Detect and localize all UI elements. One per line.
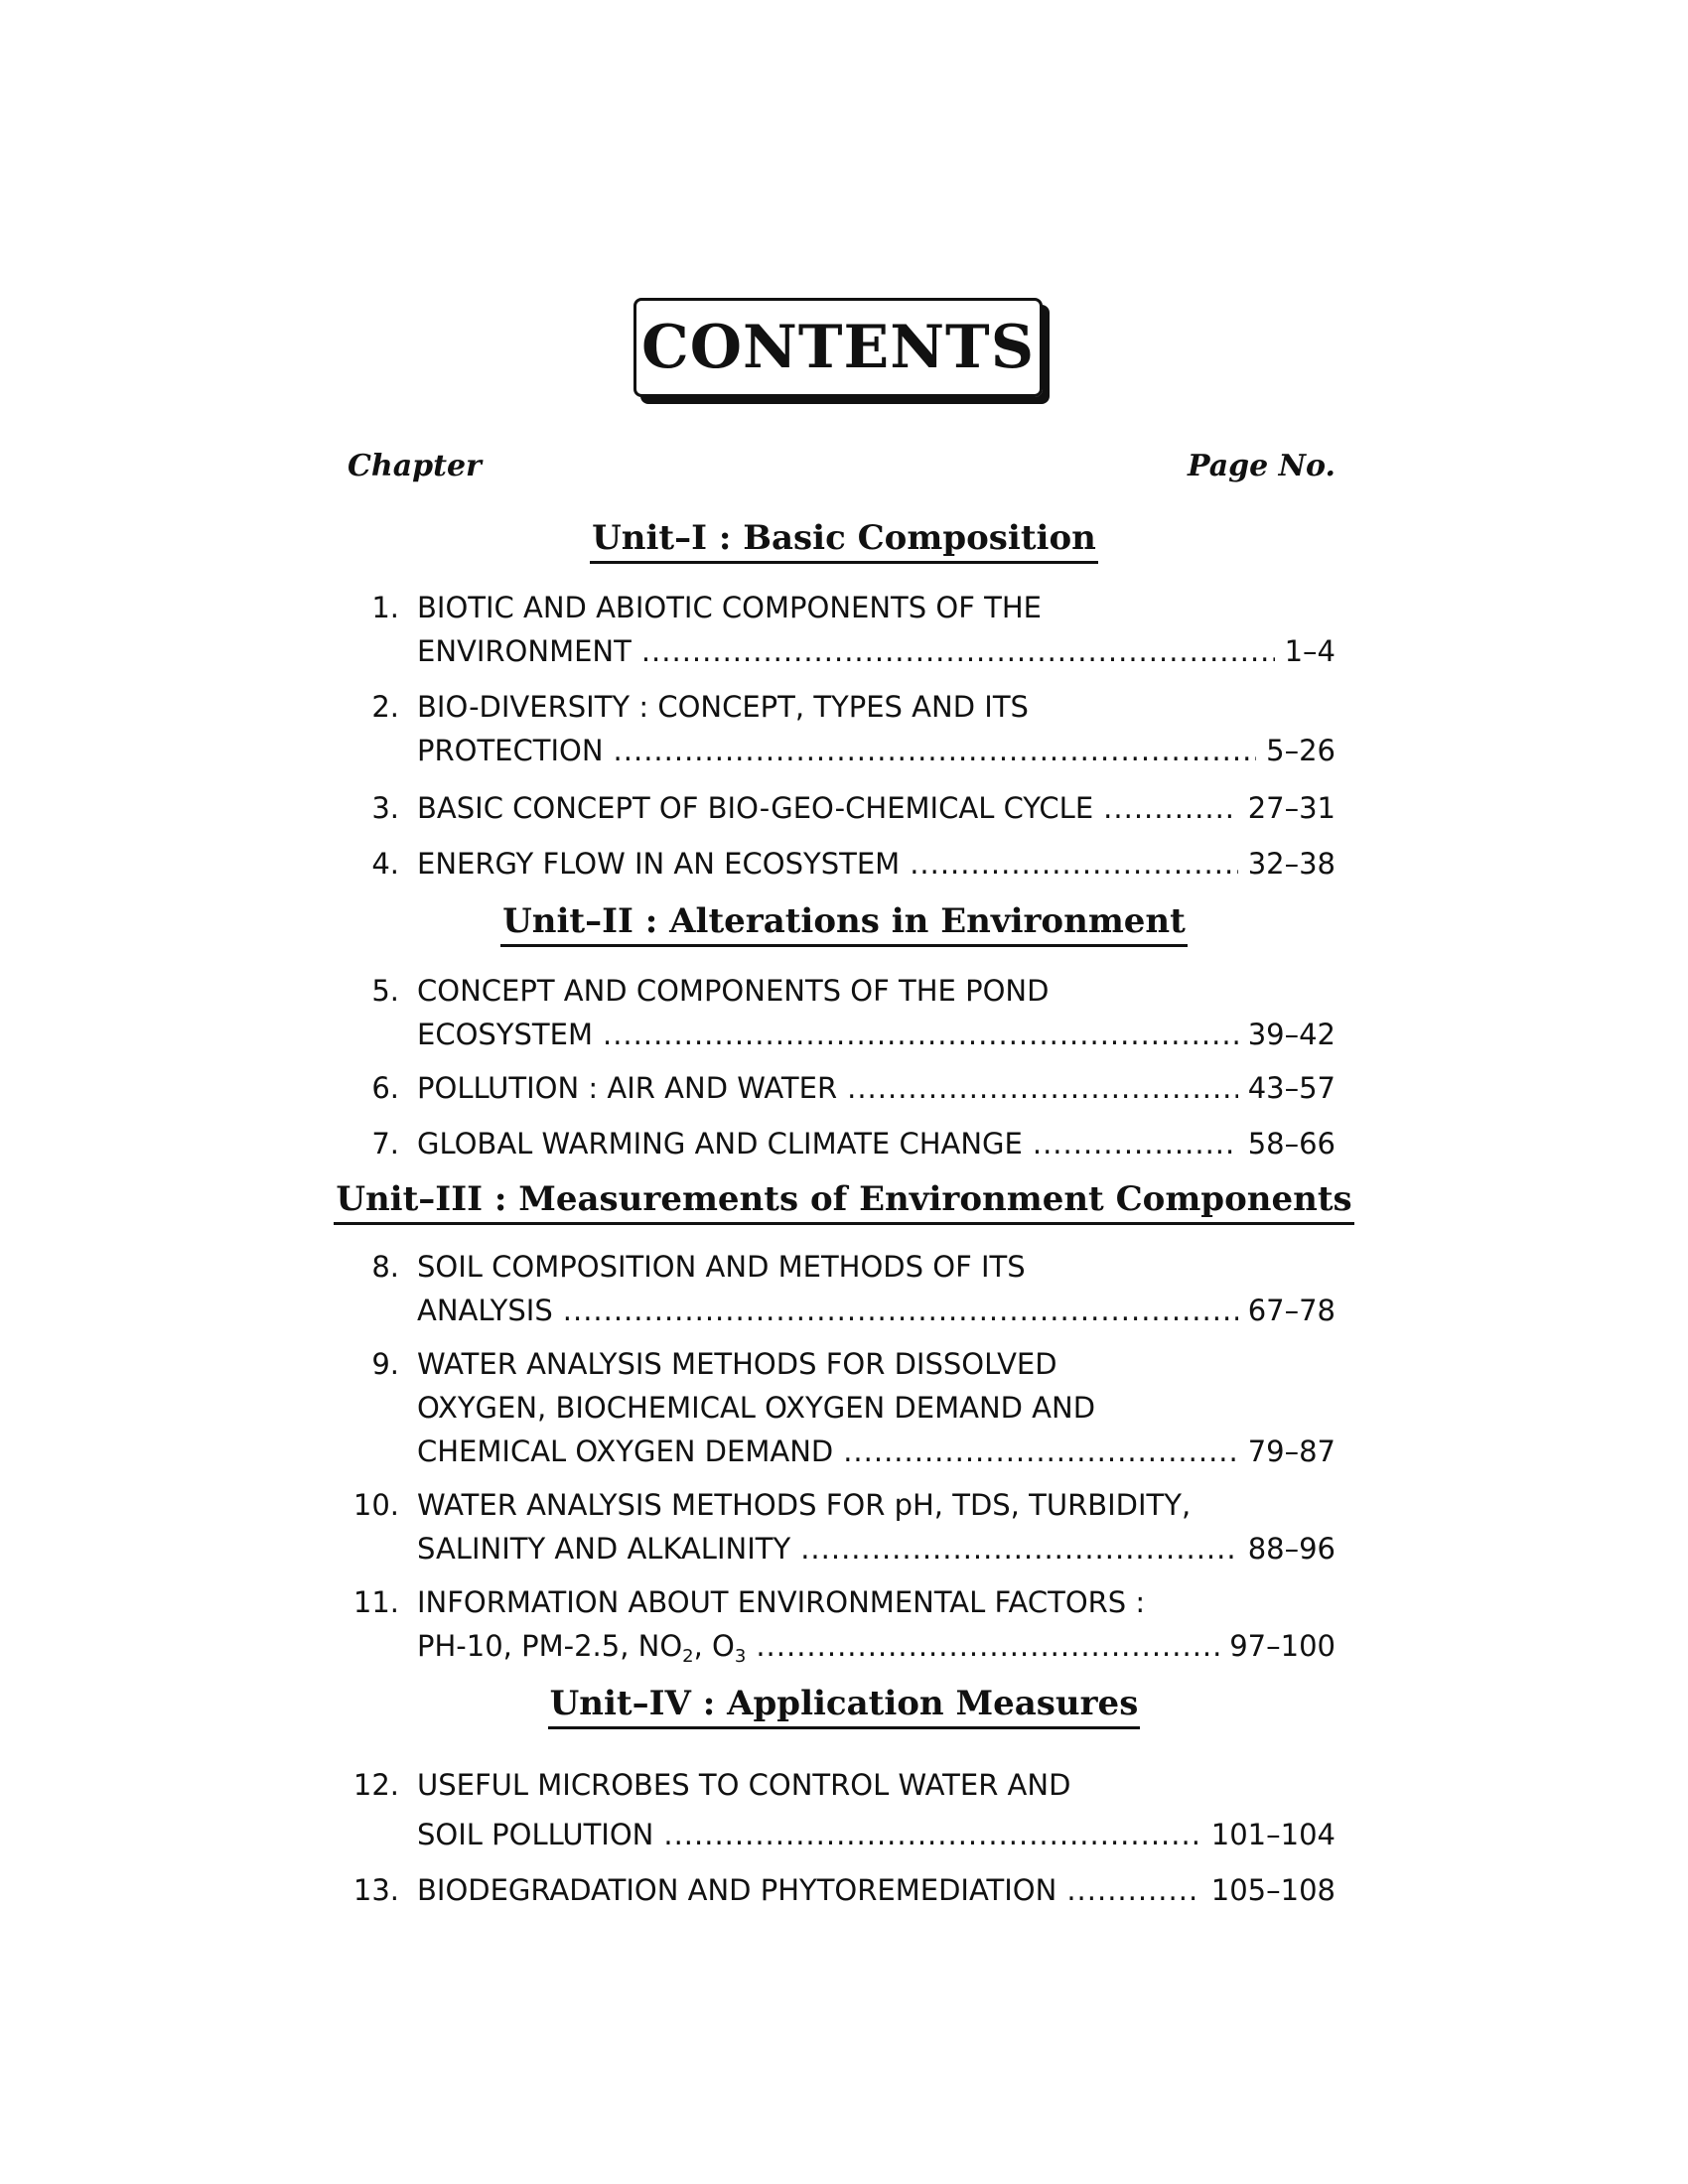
- page-range: 79–87: [1247, 1434, 1336, 1468]
- page-range: 43–57: [1247, 1071, 1336, 1105]
- page-range: 97–100: [1229, 1629, 1336, 1663]
- page-range: 88–96: [1247, 1532, 1336, 1566]
- page-range: 58–66: [1247, 1127, 1336, 1160]
- chapter-number: 5.: [371, 974, 399, 1008]
- chapter-number: 13.: [352, 1873, 399, 1907]
- chapter-title: SALINITY AND ALKALINITY: [417, 1532, 791, 1566]
- dot-leader: [614, 729, 1257, 772]
- chapter-title: SOIL COMPOSITION AND METHODS OF ITS: [417, 1250, 1026, 1284]
- chapter-title: BIODEGRADATION AND PHYTOREMEDIATION: [417, 1873, 1057, 1907]
- dot-leader: [563, 1289, 1238, 1332]
- chapter-title: WATER ANALYSIS METHODS FOR pH, TDS, TURBIDITY,: [417, 1488, 1192, 1522]
- chapter-title: ENERGY FLOW IN AN ECOSYSTEM: [417, 847, 901, 881]
- chapter-title: INFORMATION ABOUT ENVIRONMENTAL FACTORS :: [417, 1585, 1146, 1619]
- chapter-number: 1.: [371, 591, 399, 624]
- dot-leader: [910, 842, 1238, 886]
- chapter-number: 4.: [371, 847, 399, 881]
- contents-title: CONTENTS: [633, 298, 1043, 397]
- page-range: 101–104: [1210, 1818, 1336, 1851]
- page-range: 39–42: [1247, 1018, 1336, 1051]
- dot-leader: [641, 629, 1275, 673]
- dot-leader: [663, 1813, 1200, 1856]
- chapter-number: 12.: [352, 1768, 399, 1802]
- chapter-title: GLOBAL WARMING AND CLIMATE CHANGE: [417, 1127, 1023, 1160]
- chapter-title: SOIL POLLUTION: [417, 1818, 654, 1851]
- chapter-title: USEFUL MICROBES TO CONTROL WATER AND: [417, 1768, 1071, 1802]
- dot-leader: [847, 1066, 1238, 1110]
- dot-leader: [1103, 786, 1238, 830]
- chapter-number: 7.: [371, 1127, 399, 1160]
- chapter-title: BASIC CONCEPT OF BIO-GEO-CHEMICAL CYCLE: [417, 791, 1094, 825]
- chapter-number: 11.: [352, 1585, 399, 1619]
- chapter-title: ECOSYSTEM: [417, 1018, 593, 1051]
- dot-leader: [756, 1624, 1219, 1668]
- unit-heading: Unit–IV : Application Measures: [0, 1684, 1688, 1729]
- page-range: 5–26: [1266, 734, 1336, 767]
- page-range: 27–31: [1247, 791, 1336, 825]
- unit-heading: Unit–III : Measurements of Environment Components: [0, 1179, 1688, 1225]
- chapter-title: WATER ANALYSIS METHODS FOR DISSOLVED: [417, 1347, 1057, 1381]
- chapter-column-header: Chapter: [348, 449, 482, 483]
- chapter-title: ENVIRONMENT: [417, 634, 632, 668]
- chapter-title: BIOTIC AND ABIOTIC COMPONENTS OF THE: [417, 591, 1042, 624]
- chapter-title: PH-10, PM-2.5, $NO_2$, $O_3$: [417, 1629, 747, 1667]
- chapter-number: 2.: [371, 690, 399, 724]
- page-range: 105–108: [1210, 1873, 1336, 1907]
- page-range: 32–38: [1247, 847, 1336, 881]
- dot-leader: [1066, 1868, 1200, 1912]
- chapter-title: OXYGEN, BIOCHEMICAL OXYGEN DEMAND AND: [417, 1391, 1096, 1425]
- chapter-number: 6.: [371, 1071, 399, 1105]
- chapter-number: 10.: [352, 1488, 399, 1522]
- page-range: 67–78: [1247, 1294, 1336, 1327]
- page-column-header: Page No.: [1187, 449, 1336, 483]
- unit-heading: Unit–II : Alterations in Environment: [0, 901, 1688, 947]
- dot-leader: [1033, 1122, 1238, 1165]
- dot-leader: [800, 1527, 1237, 1570]
- chapter-title: CONCEPT AND COMPONENTS OF THE POND: [417, 974, 1050, 1008]
- chapter-title: ANALYSIS: [417, 1294, 553, 1327]
- chapter-title: POLLUTION : AIR AND WATER: [417, 1071, 838, 1105]
- chapter-title: CHEMICAL OXYGEN DEMAND: [417, 1434, 834, 1468]
- chapter-number: 8.: [371, 1250, 399, 1284]
- chapter-number: 9.: [371, 1347, 399, 1381]
- chapter-title: PROTECTION: [417, 734, 604, 767]
- chapter-title: BIO-DIVERSITY : CONCEPT, TYPES AND ITS: [417, 690, 1029, 724]
- dot-leader: [843, 1430, 1237, 1473]
- unit-heading: Unit–I : Basic Composition: [0, 518, 1688, 564]
- chapter-number: 3.: [371, 791, 399, 825]
- page-range: 1–4: [1284, 634, 1336, 668]
- dot-leader: [603, 1013, 1238, 1056]
